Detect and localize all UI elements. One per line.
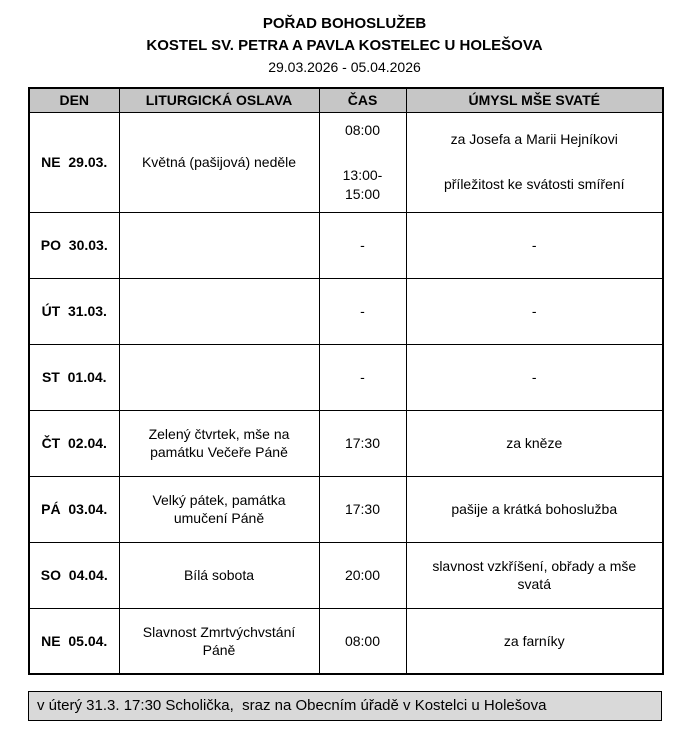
celebration-cell: Zelený čtvrtek, mše na památku Večeře Páně: [119, 410, 319, 476]
column-header-den: DEN: [29, 88, 119, 112]
table-row: [29, 410, 663, 476]
table-row: [29, 112, 663, 212]
page-title: POŘAD BOHOSLUŽEB: [262, 15, 427, 32]
day-cell: NE 05.04.: [29, 608, 119, 674]
time-entry: 13:00-15:00: [342, 166, 383, 202]
celebration-cell: Květná (pašijová) neděle: [119, 112, 319, 212]
intention-cell: pašije a krátká bohoslužba: [406, 476, 663, 542]
time-cell: -: [319, 344, 406, 410]
day-cell: PO 30.03.: [29, 212, 119, 278]
celebration-cell: [119, 344, 319, 410]
celebration-cell: Slavnost Zmrtvýchvstání Páně: [119, 608, 319, 674]
day-cell: ČT 02.04.: [29, 410, 119, 476]
footer-note: v úterý 31.3. 17:30 Scholička, sraz na Obecním úřadě v Kostelci u Holešova: [28, 691, 662, 721]
table-row: [29, 542, 663, 608]
date-range: 29.03.2026 - 05.04.2026: [268, 59, 421, 75]
time-cell: [319, 112, 406, 212]
day-cell: SO 04.04.: [29, 542, 119, 608]
table-header-row: [29, 88, 663, 112]
table-row: [29, 344, 663, 410]
intention-cell: za farníky: [406, 608, 663, 674]
intention-entry: příležitost ke svátosti smíření: [443, 176, 625, 192]
intention-entry: za Josefa a Marii Hejníkovi: [450, 131, 618, 147]
celebration-cell: Bílá sobota: [119, 542, 319, 608]
time-entry: 08:00: [344, 121, 381, 138]
table-row: [29, 608, 663, 674]
time-cell: 08:00: [319, 608, 406, 674]
time-cell: 20:00: [319, 542, 406, 608]
intention-cell: -: [406, 278, 663, 344]
intention-cell: -: [406, 212, 663, 278]
column-header-umysl: ÚMYSL MŠE SVATÉ: [406, 88, 663, 112]
page-subtitle: KOSTEL SV. PETRA A PAVLA KOSTELEC U HOLEŠOVA: [146, 37, 543, 54]
time-cell: -: [319, 278, 406, 344]
schedule-table: [28, 87, 664, 675]
table-row: [29, 476, 663, 542]
day-cell: ST 01.04.: [29, 344, 119, 410]
day-cell: ÚT 31.03.: [29, 278, 119, 344]
table-row: [29, 278, 663, 344]
column-header-cas: ČAS: [319, 88, 406, 112]
column-header-liturgicka-oslava: LITURGICKÁ OSLAVA: [119, 88, 319, 112]
intention-cell: -: [406, 344, 663, 410]
intention-cell: za kněze: [406, 410, 663, 476]
intention-cell: slavnost vzkříšení, obřady a mše svatá: [406, 542, 663, 608]
celebration-cell: [119, 212, 319, 278]
table-row: [29, 212, 663, 278]
day-cell: NE 29.03.: [29, 112, 119, 212]
time-cell: 17:30: [319, 476, 406, 542]
time-cell: 17:30: [319, 410, 406, 476]
celebration-cell: [119, 278, 319, 344]
time-cell: -: [319, 212, 406, 278]
celebration-cell: Velký pátek, památka umučení Páně: [119, 476, 319, 542]
day-cell: PÁ 03.04.: [29, 476, 119, 542]
intention-cell: [406, 112, 663, 212]
